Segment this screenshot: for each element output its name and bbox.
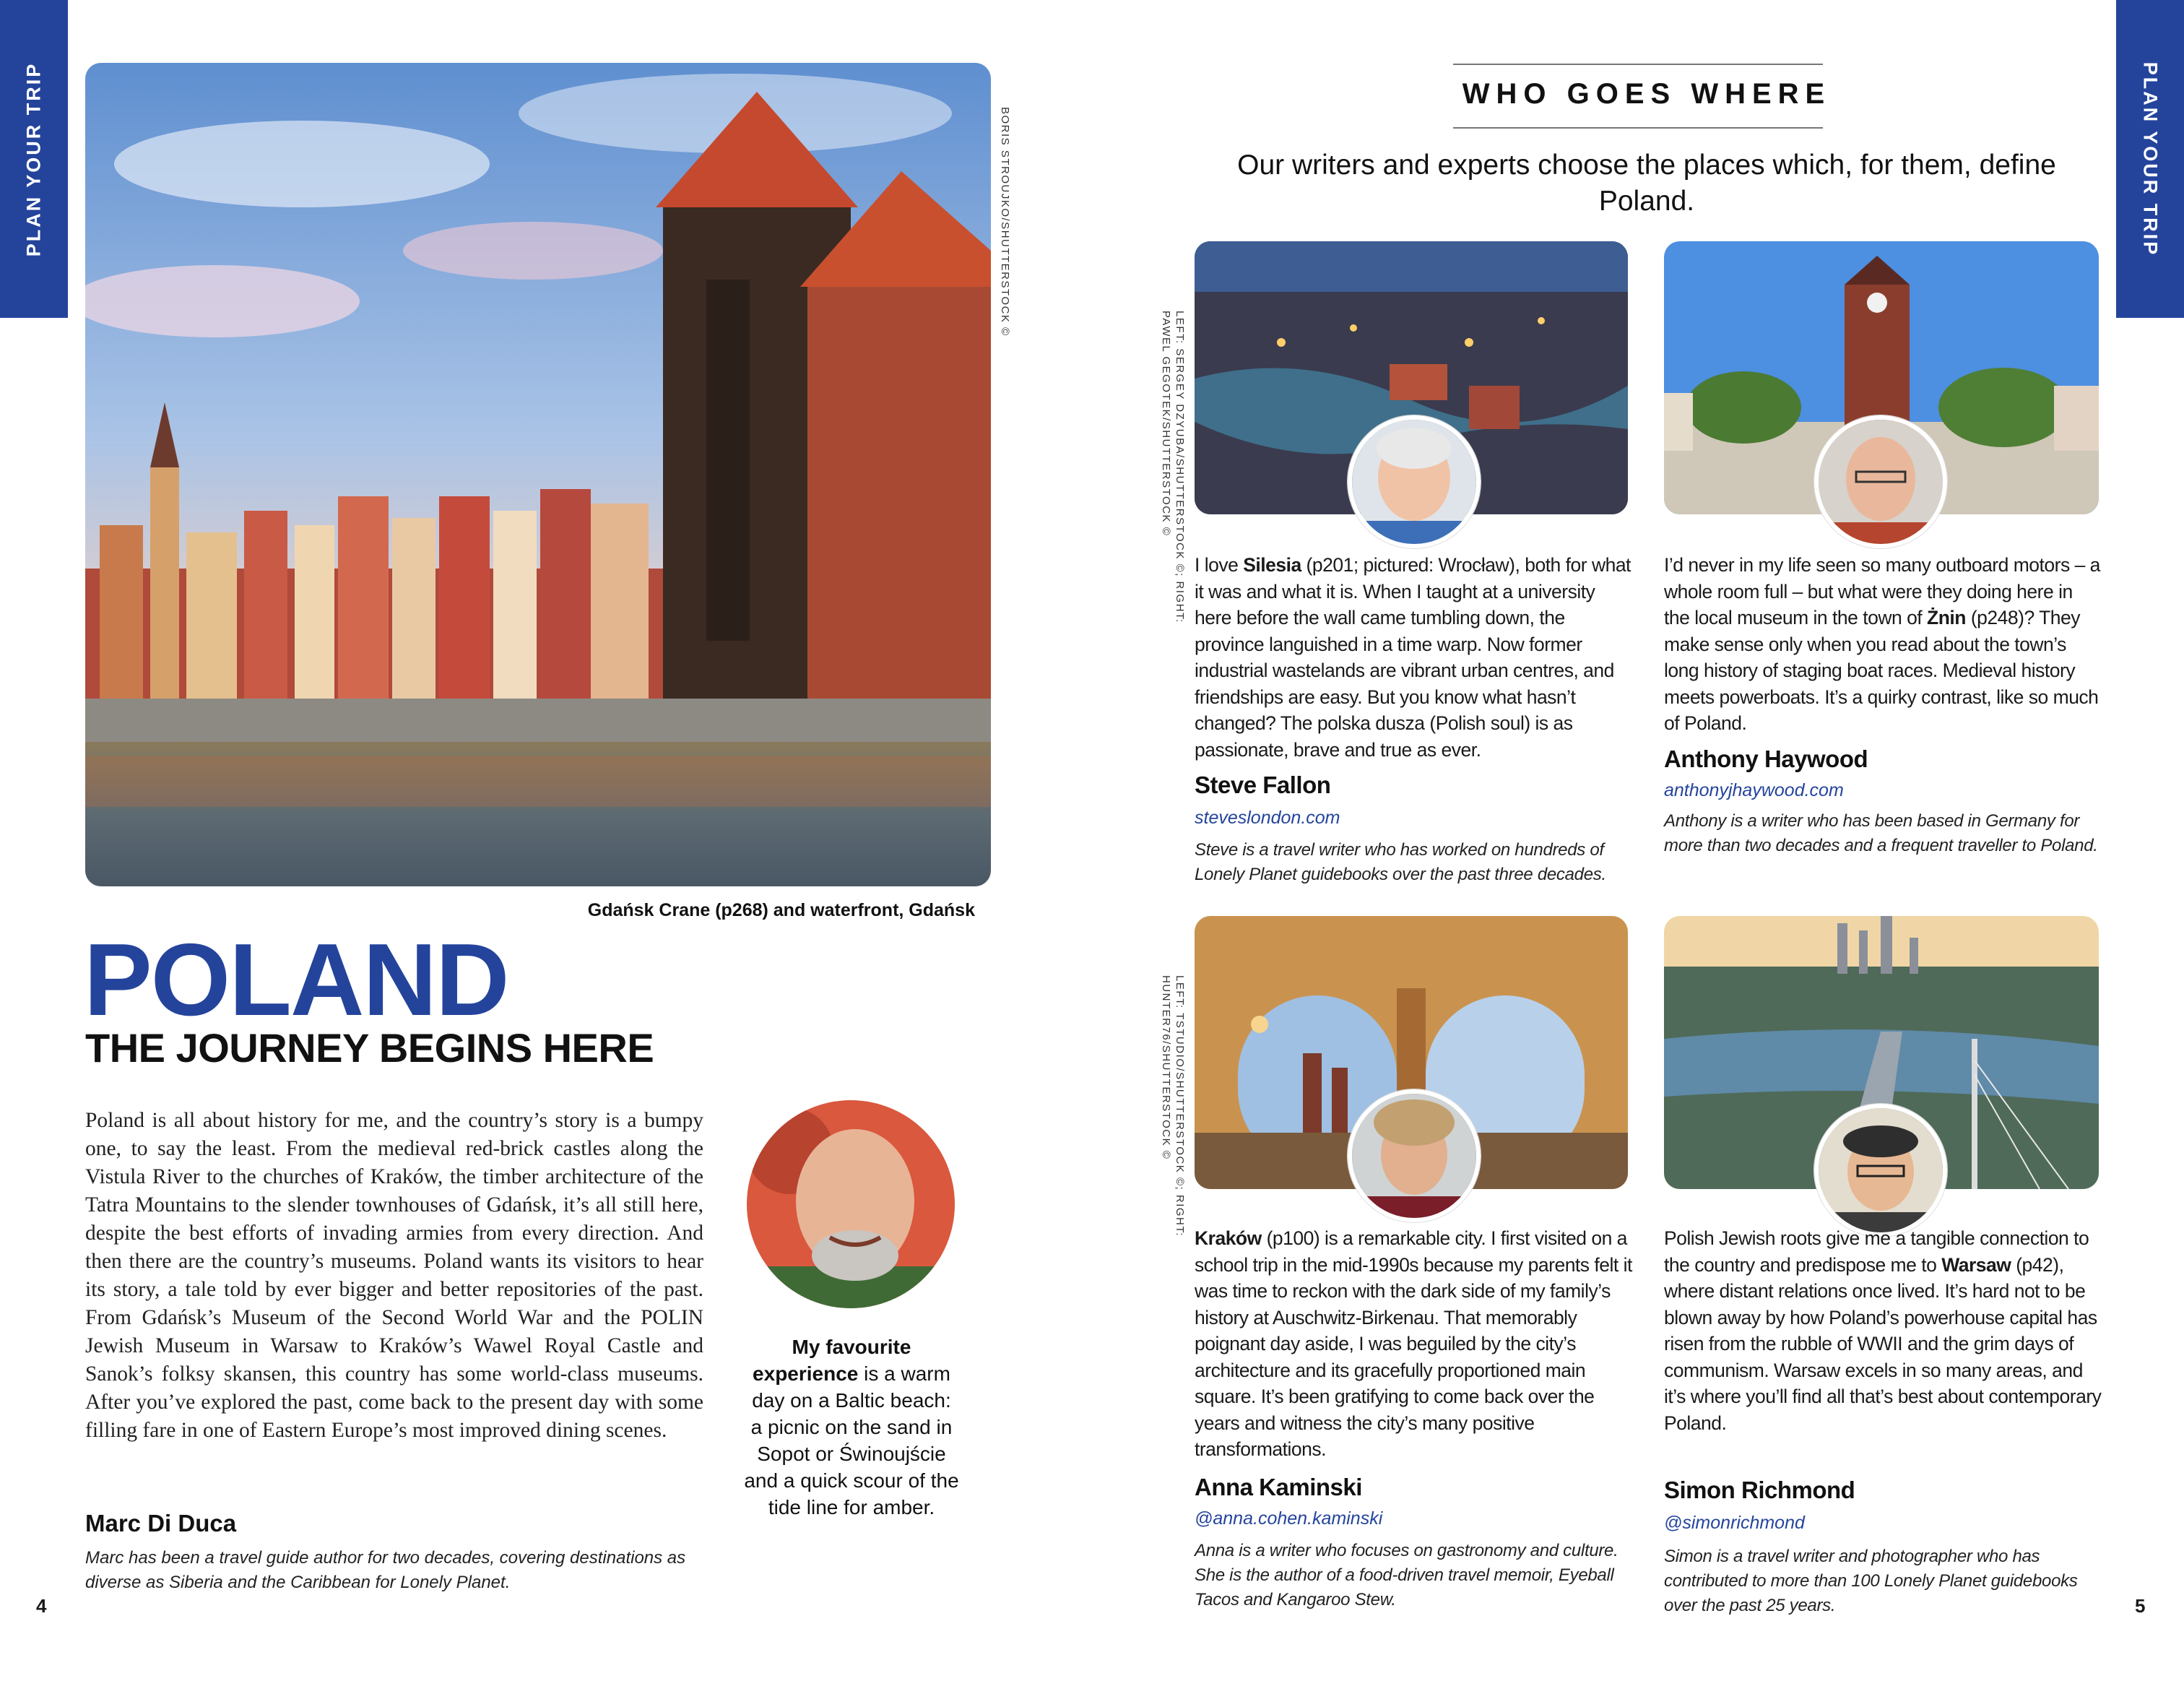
writer-3-link[interactable]: @anna.cohen.kaminski [1195, 1508, 1383, 1529]
writer-1-text: I love Silesia (p201; pictured: Wrocław), both for what it was and what it is. When I taught at a university here before the wall came tumbling down, the province languished in a time warp. Now former industrial wastelands are vibrant urban centres, and friendships are easy. But you know what hasn’t changed? The polska dusza (Polish soul) is as passionate, brave and true as ever. [1195, 554, 1631, 761]
author-bio: Marc has been a travel guide author for two decades, covering destinations as diverse as Siberia and the Caribbean for Lonely Planet. [85, 1548, 686, 1592]
plan-your-trip-tab-right: PLAN YOUR TRIP [2116, 0, 2184, 318]
photo-credit: BORIS STROUJKO/SHUTTERSTOCK © [999, 107, 1011, 337]
author-name: Marc Di Duca [85, 1510, 237, 1537]
page-number-right: 5 [2135, 1595, 2146, 1617]
favourite-label: My favourite experience [753, 1336, 911, 1385]
marc-di-duca-avatar [747, 1100, 955, 1308]
page-number-left: 4 [36, 1595, 47, 1617]
writer-3-bio: Anna is a writer who focuses on gastronomy and culture. She is the author of a food-driven travel memoir, Eyeball Tacos and Kangaroo Stew. [1195, 1541, 1618, 1609]
simon-richmond-avatar [1814, 1104, 1947, 1237]
writer-1-name: Steve Fallon [1195, 772, 1331, 798]
place-znin: Żnin [1927, 607, 1966, 628]
photo-caption: Gdańsk Crane (p268) and waterfront, Gdańsk [587, 900, 975, 920]
writer-3-name: Anna Kaminski [1195, 1474, 1362, 1500]
place-warsaw: Warsaw [1941, 1253, 2011, 1276]
page-title: POLAND [84, 922, 508, 1037]
favourite-text: is a warm day on a Baltic beach: a picnic on the sand in Sopot or Świnoujście and a quick scour of the tide line for amber. [744, 1362, 959, 1518]
heading-rule-top [1453, 64, 1823, 65]
who-goes-where-heading: WHO GOES WHERE [1462, 78, 1832, 110]
place-silesia: Silesia [1243, 554, 1301, 576]
writer-3-text: Kraków (p100) is a remarkable city. I first visited on a school trip in the mid-1990s because my parents felt it was time to reckon with the dark side of my family’s history at Auschwitz-Birkenau. That memorably poignant day aside, I was beguiled by the city’s architecture and its gracefully proportioned main square. It’s been gratifying to come back over the years and witness the city’s many positive transformations. [1195, 1227, 1632, 1460]
plan-your-trip-tab-left: PLAN YOUR TRIP [0, 0, 68, 318]
photo-credit-top: LEFT: SERGEY DZYUBA/SHUTTERSTOCK ©; RIGHT: PAWEL GEGOTEK/SHUTTERSTOCK © [1160, 311, 1186, 623]
writer-2-link[interactable]: anthonyjhaywood.com [1664, 780, 1844, 800]
writer-1-bio: Steve is a travel writer who has worked on hundreds of Lonely Planet guidebooks over the past three decades. [1195, 840, 1606, 884]
intro-paragraph: Poland is all about history for me, and the country’s story is a bumpy one, to say the least. From the medieval red-brick castles along the Vistula River to the churches of Kraków, the timber architecture of the Tatra Mountains to the slender townhouses of Gdańsk, it’s all still here, despite the best efforts of invading armies from every direction. And then there are the country’s museums. Poland wants its visitors to hear its story, a tale told by ever bigger and better repositories of the past. From Gdańsk’s Museum of the Second World War and the POLIN Jewish Museum in Warsaw to Kraków’s Wawel Royal Castle and Sanok’s folksy skansen, this country has some world-class museums. After you’ve explored the past, come back to the present day with some filling fare in one of Eastern Europe’s most improved dining scenes. [85, 1109, 703, 1442]
writer-4-link[interactable]: @simonrichmond [1664, 1513, 1805, 1533]
steve-fallon-avatar [1348, 415, 1481, 548]
writer-1-link[interactable]: steveslondon.com [1195, 808, 1340, 828]
gdansk-crane-photo [85, 63, 991, 886]
photo-credit-bottom: LEFT: TSTUDIO/SHUTTERSTOCK ©; RIGHT: HUNTER76/SHUTTERSTOCK © [1160, 975, 1186, 1237]
writer-4-name: Simon Richmond [1664, 1477, 1855, 1503]
writer-4-text: Polish Jewish roots give me a tangible connection to the country and predispose me to Warsaw (p42), where distant relations once lived. It’s hard not to be blown away by how Poland’s powerhouse capital has risen from the rubble of WWII and the grim days of communism. Warsaw excels in so many areas, and it’s where you’ll find all that’s best about contemporary Poland. [1664, 1227, 2102, 1434]
page-subtitle: THE JOURNEY BEGINS HERE [85, 1025, 654, 1071]
section-lede: Our writers and experts choose the places which, for them, define Poland. [1237, 150, 2056, 217]
anna-kaminski-avatar [1348, 1089, 1481, 1222]
place-krakow: Kraków [1195, 1227, 1262, 1249]
anthony-haywood-avatar [1814, 415, 1947, 548]
heading-rule-bottom [1453, 127, 1823, 129]
writer-4-bio: Simon is a travel writer and photographer who has contributed to more than 100 Lonely Planet guidebooks over the past 25 years. [1664, 1547, 2078, 1615]
favourite-experience [744, 1334, 959, 1521]
writer-2-name: Anthony Haywood [1664, 746, 1868, 772]
writer-2-bio: Anthony is a writer who has been based in Germany for more than two decades and a frequent traveller to Poland. [1664, 811, 2098, 855]
writer-2-text: I’d never in my life seen so many outboard motors – a whole room full – but what were they doing here in the local museum in the town of Żnin (p248)? They make sense only when you read about the town’s long history of staging boat races. Medieval history meets powerboats. It’s a quirky contrast, like so much of Poland. [1664, 554, 2100, 734]
